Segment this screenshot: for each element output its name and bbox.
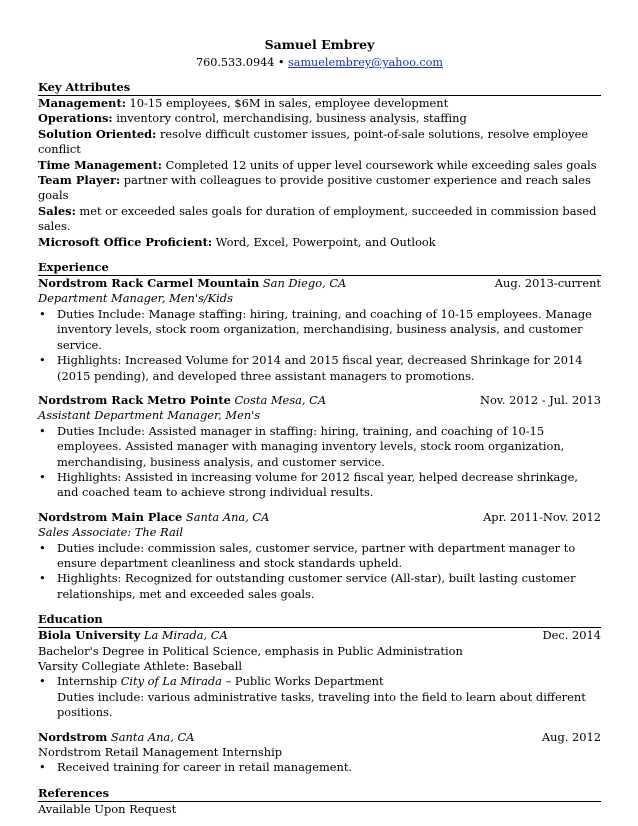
- attribute-text: 10-15 employees, $6M in sales, employee development: [125, 96, 449, 110]
- contact-separator: •: [274, 56, 289, 69]
- job-dates: Apr. 2011-Nov. 2012: [483, 509, 601, 524]
- candidate-name: Samuel Embrey: [264, 37, 375, 52]
- job-entry: [38, 276, 601, 384]
- attribute-text: Completed 12 units of upper level coursework while exceeding sales goals: [161, 157, 597, 172]
- job-employer: [38, 276, 346, 291]
- list-item: • Duties Include: Manage staffing: hiring, training, and coaching of 10-15 employees. Manage inventory levels, stock room organization, merchandising, business analysis, and customer service.: [38, 307, 601, 353]
- internship-prefix: Internship: [57, 674, 121, 689]
- company-name: Nordstrom Rack Metro Pointe: [38, 392, 231, 407]
- education-dates: Aug. 2012: [541, 729, 601, 744]
- experience-heading: Experience: [38, 260, 601, 276]
- attribute-label: Management:: [38, 96, 126, 110]
- internship-duties: Duties include: various administrative tasks, traveling into the field to learn about different positions.: [57, 689, 586, 720]
- internship-suffix: – Public Works Department: [221, 674, 384, 689]
- education-dates: Dec. 2014: [542, 628, 601, 643]
- job-dates: Nov. 2012 - Jul. 2013: [479, 392, 601, 407]
- attribute-row: [38, 158, 601, 173]
- email-link[interactable]: samuelembrey@yahoo.com: [288, 56, 443, 69]
- list-item: • Highlights: Increased Volume for 2014 and 2015 fiscal year, decreased Shrinkage for 2014 (2015 pending), and developed three assistant managers to promotions.: [38, 353, 601, 384]
- resume-page: [38, 36, 601, 817]
- job-employer: [38, 393, 326, 408]
- job-entry: [38, 393, 601, 501]
- program-text: Nordstrom Retail Management Internship: [38, 745, 283, 760]
- school-location: La Mirada, CA: [140, 628, 228, 643]
- references-heading: References: [38, 786, 601, 802]
- attribute-row: [38, 173, 601, 204]
- education-entry: [38, 730, 601, 776]
- phone-number: 760.533.0944: [196, 56, 275, 69]
- job-entry: [38, 510, 601, 602]
- athlete-text: Varsity Collegiate Athlete: Baseball: [38, 659, 243, 673]
- job-location: Santa Ana, CA: [182, 509, 270, 524]
- attribute-label: Microsoft Office Proficient:: [38, 234, 213, 249]
- school-location: Santa Ana, CA: [107, 729, 195, 744]
- list-item: • Received training for career in retail management.: [38, 760, 601, 775]
- attribute-row: [38, 235, 601, 250]
- job-role: Sales Associate: The Rail: [38, 525, 184, 540]
- education-bullets: [38, 760, 601, 775]
- education-header: [38, 730, 601, 745]
- school-name: Nordstrom: [38, 729, 108, 744]
- attribute-text: inventory control, merchandising, business analysis, staffing: [112, 111, 467, 126]
- job-bullets: [38, 541, 601, 603]
- key-attributes-list: [38, 96, 601, 250]
- job-bullets: [38, 424, 601, 501]
- attribute-text: met or exceeded sales goals for duration of employment, succeeded in commission based sales.: [38, 203, 597, 234]
- education-heading: Education: [38, 612, 601, 628]
- attribute-row: [38, 204, 601, 235]
- school-name: Biola University: [38, 628, 141, 643]
- job-role: Department Manager, Men's/Kids: [38, 291, 233, 306]
- education-entry: [38, 628, 601, 720]
- job-employer: [38, 510, 269, 525]
- list-item: • Duties include: commission sales, customer service, partner with department manager to ensure department cleanliness and stock standards upheld.: [38, 541, 601, 572]
- attribute-text: Word, Excel, Powerpoint, and Outlook: [212, 234, 436, 249]
- job-header: [38, 393, 601, 408]
- key-attributes-heading: Key Attributes: [38, 80, 601, 96]
- degree-text: Bachelor's Degree in Political Science, emphasis in Public Administration: [38, 643, 463, 658]
- company-name: Nordstrom Rack Carmel Mountain: [38, 276, 260, 291]
- list-item: • Highlights: Recognized for outstanding customer service (All-star), built lasting customer relationships, met and exceeded sales goals.: [38, 571, 601, 602]
- job-role: Assistant Department Manager, Men's: [38, 408, 261, 423]
- attribute-label: Operations:: [38, 111, 113, 126]
- education-header: [38, 628, 601, 643]
- contact-line: [38, 55, 601, 70]
- job-header: [38, 510, 601, 525]
- job-location: Costa Mesa, CA: [230, 392, 327, 407]
- list-item: • Highlights: Assisted in increasing volume for 2012 fiscal year, helped decrease shrinkage, and coached team to achieve strong individual results.: [38, 470, 601, 501]
- job-bullets: [38, 307, 601, 384]
- attribute-text: partner with colleagues to provide positive customer experience and reach sales goals: [38, 173, 591, 203]
- job-dates: Aug. 2013-current: [494, 276, 601, 291]
- attribute-text: resolve difficult customer issues, point-of-sale solutions, resolve employee conflict: [38, 126, 589, 157]
- attribute-row: [38, 96, 601, 111]
- attribute-label: Solution Oriented:: [38, 126, 157, 141]
- attribute-row: [38, 127, 601, 158]
- attribute-label: Team Player:: [38, 173, 121, 188]
- attribute-row: [38, 111, 601, 126]
- education-bullets: [38, 674, 601, 689]
- list-item: • Duties Include: Assisted manager in staffing: hiring, training, and coaching of 10-15 employees. Assisted manager with managing inventory levels, stock room organization, merchandising, business analysis, and customer service.: [38, 424, 601, 470]
- attribute-label: Sales:: [38, 203, 76, 218]
- internship-city: City of La Mirada: [120, 674, 222, 689]
- education-school: [38, 730, 194, 745]
- references-text: Available Upon Request: [38, 801, 177, 816]
- list-item: [38, 674, 601, 689]
- job-header: [38, 276, 601, 291]
- job-location: San Diego, CA: [259, 276, 347, 291]
- company-name: Nordstrom Main Place: [38, 509, 183, 524]
- education-school: [38, 628, 228, 643]
- attribute-label: Time Management:: [38, 157, 162, 172]
